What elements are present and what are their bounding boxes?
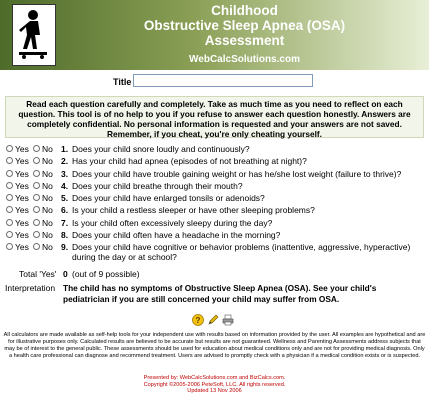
page-title <box>60 3 429 48</box>
footer-presented-by: Presented by: WebCalcSolutions.com and BizCalcs.com. <box>143 375 286 381</box>
tool-icons <box>192 314 242 326</box>
question-text: Has your child had apnea (episodes of not breathing at night)? <box>72 156 307 167</box>
question-text: Does your child breathe through their mouth? <box>72 180 243 191</box>
svg-text:?: ? <box>195 316 201 325</box>
question-text: Is your child a restless sleeper or have other sleeping problems? <box>72 205 315 216</box>
question-text: Is your child often excessively sleepy during the day? <box>72 217 273 228</box>
title-line-1: Childhood <box>211 3 278 18</box>
skateboard-logo-icon <box>12 4 56 66</box>
questions-list <box>5 144 425 264</box>
total-note: (out of 9 possible) <box>72 269 140 279</box>
yes-label: Yes <box>15 217 29 228</box>
question-number: 2. <box>61 156 69 167</box>
no-label: No <box>42 144 53 154</box>
title-line-2: Obstructive Sleep Apnea (OSA) <box>143 18 346 33</box>
question-number: 7. <box>61 217 69 228</box>
no-label: No <box>42 242 53 253</box>
yes-label: Yes <box>15 193 29 204</box>
no-radio[interactable] <box>33 243 40 250</box>
no-radio[interactable] <box>33 206 40 213</box>
title-label: Title <box>113 77 132 87</box>
question-row <box>5 230 425 242</box>
question-number: 5. <box>61 193 69 204</box>
question-text: Does your child often have a headache in the morning? <box>72 230 281 241</box>
no-label: No <box>42 205 53 216</box>
no-label: No <box>42 156 53 167</box>
no-radio[interactable] <box>33 157 40 164</box>
question-text: Does your child snore loudly and continuously? <box>72 144 250 154</box>
instructions-box: Read each question carefully and completely. Take as much time as you need to reflect on each question. This tool is of no help to you if you refuse to answer each question honestly. Answers are completely confidential. No personal information is requested and your answers are not saved. Remember, if you cheat, you're only cheating yourself. <box>5 96 424 138</box>
footer-copyright: Copyright ©2005-2006 PeteSoft, LLC. All rights reserved. <box>143 381 286 388</box>
yes-label: Yes <box>15 156 29 167</box>
no-radio[interactable] <box>33 170 40 177</box>
yes-radio[interactable] <box>6 145 13 152</box>
question-row <box>5 144 425 156</box>
yes-label: Yes <box>15 205 29 216</box>
no-radio[interactable] <box>33 145 40 152</box>
yes-radio[interactable] <box>6 243 13 250</box>
help-icon[interactable] <box>192 314 204 326</box>
yes-radio[interactable] <box>6 206 13 213</box>
question-number: 9. <box>61 242 69 253</box>
no-radio[interactable] <box>33 182 40 189</box>
yes-radio[interactable] <box>6 231 13 238</box>
yes-radio[interactable] <box>6 194 13 201</box>
title-line-3: Assessment <box>204 33 285 48</box>
question-row <box>5 181 425 193</box>
footer-updated: Updated 13 Nov 2006 <box>187 388 242 394</box>
no-radio[interactable] <box>33 194 40 201</box>
question-number: 3. <box>61 168 69 179</box>
total-value: 0 <box>63 269 68 279</box>
total-label: Total 'Yes' <box>19 269 57 279</box>
question-row <box>5 242 425 264</box>
header-banner <box>0 0 429 70</box>
interpretation-text: The child has no symptoms of Obstructive Sleep Apnea (OSA). See your child's pediatrician if you are still concerned your child may suffer from OSA. <box>63 283 377 304</box>
question-row <box>5 193 425 205</box>
no-label: No <box>42 193 53 204</box>
yes-radio[interactable] <box>6 182 13 189</box>
question-row <box>5 218 425 230</box>
question-number: 1. <box>61 144 69 154</box>
yes-radio[interactable] <box>6 157 13 164</box>
question-row <box>5 205 425 217</box>
title-row <box>0 73 429 91</box>
no-label: No <box>42 180 53 191</box>
question-text: Does your child have trouble gaining weight or has he/she lost weight (failure to thrive)? <box>72 168 402 179</box>
question-text: Does your child have cognitive or behavior problems (inattentive, aggressive, hyperactive) during the day or at school? <box>72 242 411 263</box>
yes-label: Yes <box>15 230 29 241</box>
no-label: No <box>42 230 53 241</box>
question-number: 4. <box>61 180 69 191</box>
interpretation-row <box>5 281 425 313</box>
site-name: WebCalcSolutions.com <box>189 54 300 65</box>
no-label: No <box>42 168 53 179</box>
yes-label: Yes <box>15 242 29 253</box>
total-row <box>5 269 425 281</box>
question-text: Does your child have enlarged tonsils or adenoids? <box>72 193 265 204</box>
edit-icon[interactable] <box>207 314 219 326</box>
disclaimer-text: All calculators are made available as self-help tools for your independent use with results based on information provided by the user. All examples are hypothetical and are for illustrative purposes only. Calculated results are believed to be accurate but results are not guaranteed. Wellness and Parenting Assessments address subjects that may be of interest to the general public. These assessments should be used for education about medical conditions only and are not for providing medical diagnosis. Only a health care professional can diagnose and recommend treatment. Users are advised to promptly check with a physician if a medical condition exists or is suspected. <box>3 332 426 359</box>
question-number: 6. <box>61 205 69 216</box>
question-row <box>5 169 425 181</box>
no-radio[interactable] <box>33 231 40 238</box>
footer <box>0 375 429 395</box>
yes-label: Yes <box>15 144 29 154</box>
yes-label: Yes <box>15 180 29 191</box>
print-icon[interactable] <box>222 314 234 326</box>
question-row <box>5 156 425 168</box>
yes-radio[interactable] <box>6 170 13 177</box>
no-label: No <box>42 217 53 228</box>
title-input[interactable] <box>133 74 313 87</box>
question-number: 8. <box>61 230 69 241</box>
yes-label: Yes <box>15 168 29 179</box>
yes-radio[interactable] <box>6 219 13 226</box>
interpretation-label: Interpretation <box>5 283 56 293</box>
no-radio[interactable] <box>33 219 40 226</box>
